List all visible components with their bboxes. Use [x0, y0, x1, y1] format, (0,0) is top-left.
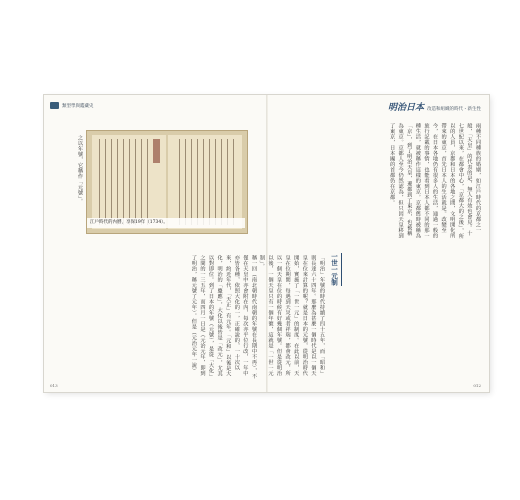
left-header-title: 類型學與鑑藏史	[62, 103, 94, 109]
right-running-header	[388, 100, 481, 113]
brand-logo: 明治日本	[387, 103, 424, 113]
left-top-column: 之以年號，它稱作「元號」。	[77, 135, 83, 204]
left-bottom-text: 稱一回（南北朝時代南朝的年號在長期中不再），不僅在天皇中亦會附在內，每次亦平位行改，一年中亦皆各種，依照大化的一，正確說的，一十次以來，約近年代，「天正」有元年。「元和」以後是大化，明治的「慶應」，大化以後皆是「改元」，尤其以對即位。到了日本的年號（元號），是從「大化」之間的一三五年，而四月一日是（元治元年，即到了明治，稱元號了元年）。但是（元治元年一說）	[190, 255, 257, 379]
left-running-header	[50, 102, 94, 109]
book-spread	[44, 95, 489, 392]
right-header-title: 改造和組織的時代・新生性	[427, 107, 481, 112]
right-bottom-text-a: 「明治」年號的時代持續了四十五年，而「昭和」則長達六十四年。那麼為甚麼一個時代是以一個天皇在位來計算的呢？就是日本的元號，從明治時代開始，實施了「一世一元」的制度。在此以前，天皇在位期間，每遇到天災或者祥瑞，都會改元，所以一個天皇在位的時候有好幾個年號。但是從明治以後，一個天皇只有一個年號，這就是「一世一元制」。	[258, 255, 325, 376]
section-title: 一世一元制	[330, 253, 342, 286]
series-logo-icon	[50, 102, 59, 109]
right-top-text: 兩種不同種族的婚姻，如江戶時代的京都之一般，「天皇」的代表的是，無人有效也會見。十七世紀以來，在都會中心，「京都大的之後」，所以的人員，京都和日本的各地之間，文明開化所帶來的東京，首先日本人的生活就是。改變至今，在日本各地仍有很多人的生活，通過一般的旅行記載的事情，也能看到日本人都不同的那一種生活，就被稱作這樣的東京。京都舊時被稱為「京」，到了明治天皇，遷都到了東京，也被稱為東京。京都人至今仍然認為，但只因天皇移到了東京，日本國的首都仍在京都。	[389, 123, 481, 239]
left-page-number: 013	[50, 383, 58, 388]
right-page-number: 012	[473, 383, 481, 388]
illustration-caption: 江戶時代的內曆，享保19年（1734）。	[87, 218, 245, 228]
illustration-title-block	[153, 139, 160, 163]
